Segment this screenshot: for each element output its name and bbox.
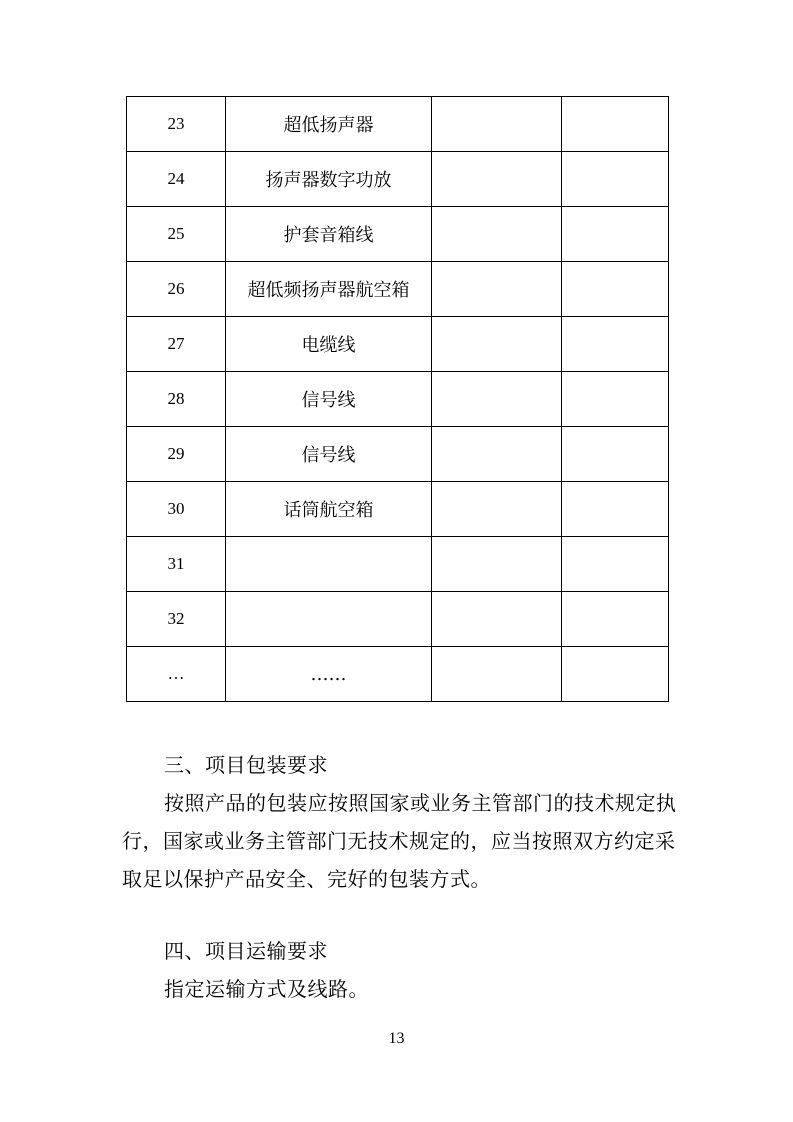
row-number-cell: 24 bbox=[127, 152, 226, 207]
blank-cell bbox=[432, 482, 562, 537]
blank-cell bbox=[432, 647, 562, 702]
row-number-cell: 31 bbox=[127, 537, 226, 592]
blank-cell bbox=[562, 317, 669, 372]
item-name-cell: 话筒航空箱 bbox=[226, 482, 432, 537]
item-name-cell: 护套音箱线 bbox=[226, 207, 432, 262]
blank-cell bbox=[432, 207, 562, 262]
item-name-cell bbox=[226, 592, 432, 647]
blank-cell bbox=[432, 152, 562, 207]
table-row bbox=[127, 482, 669, 537]
table-row bbox=[127, 262, 669, 317]
row-number-cell: … bbox=[127, 647, 226, 702]
row-number-cell: 23 bbox=[127, 97, 226, 152]
table-row bbox=[127, 372, 669, 427]
blank-cell bbox=[432, 537, 562, 592]
item-name-cell: 电缆线 bbox=[226, 317, 432, 372]
section-packaging bbox=[0, 746, 793, 898]
blank-cell bbox=[432, 97, 562, 152]
section-transport bbox=[0, 932, 793, 1008]
packaging-heading: 三、项目包装要求 bbox=[164, 753, 328, 777]
item-name-cell: 超低扬声器 bbox=[226, 97, 432, 152]
item-name-cell: 信号线 bbox=[226, 372, 432, 427]
item-name-cell: 信号线 bbox=[226, 427, 432, 482]
blank-cell bbox=[562, 97, 669, 152]
row-number-cell: 30 bbox=[127, 482, 226, 537]
blank-cell bbox=[562, 152, 669, 207]
table-row bbox=[127, 152, 669, 207]
blank-cell bbox=[432, 262, 562, 317]
table-row bbox=[127, 317, 669, 372]
blank-cell bbox=[562, 262, 669, 317]
item-name-cell: 扬声器数字功放 bbox=[226, 152, 432, 207]
row-number-cell: 25 bbox=[127, 207, 226, 262]
blank-cell bbox=[562, 372, 669, 427]
row-number-cell: 27 bbox=[127, 317, 226, 372]
blank-cell bbox=[562, 427, 669, 482]
blank-cell bbox=[432, 427, 562, 482]
item-name-cell bbox=[226, 537, 432, 592]
blank-cell bbox=[562, 592, 669, 647]
item-name-cell: …… bbox=[226, 647, 432, 702]
row-number-cell: 32 bbox=[127, 592, 226, 647]
transport-paragraph: 指定运输方式及线路。 bbox=[164, 977, 369, 1001]
blank-cell bbox=[432, 372, 562, 427]
row-number-cell: 26 bbox=[127, 262, 226, 317]
blank-cell bbox=[432, 317, 562, 372]
packaging-paragraph-text: 按照产品的包装应按照国家或业务主管部门的技术规定执行，国家或业务主管部门无技术规定的，应当按照双方约定采取足以保护产品安全、完好的包装方式。 bbox=[122, 791, 677, 891]
blank-cell bbox=[562, 482, 669, 537]
page-number: 13 bbox=[388, 1030, 405, 1047]
row-number-cell: 29 bbox=[127, 427, 226, 482]
item-name-cell: 超低频扬声器航空箱 bbox=[226, 262, 432, 317]
table-row bbox=[127, 207, 669, 262]
table-row bbox=[127, 97, 669, 152]
table-row bbox=[127, 592, 669, 647]
equipment-table-body bbox=[127, 97, 669, 702]
table-row bbox=[127, 647, 669, 702]
blank-cell bbox=[562, 537, 669, 592]
transport-heading: 四、项目运输要求 bbox=[164, 939, 328, 963]
row-number-cell: 28 bbox=[127, 372, 226, 427]
blank-cell bbox=[562, 207, 669, 262]
table-row bbox=[127, 537, 669, 592]
table-row bbox=[127, 427, 669, 482]
blank-cell bbox=[432, 592, 562, 647]
equipment-table bbox=[126, 96, 669, 702]
blank-cell bbox=[562, 647, 669, 702]
packaging-paragraph bbox=[0, 784, 687, 898]
